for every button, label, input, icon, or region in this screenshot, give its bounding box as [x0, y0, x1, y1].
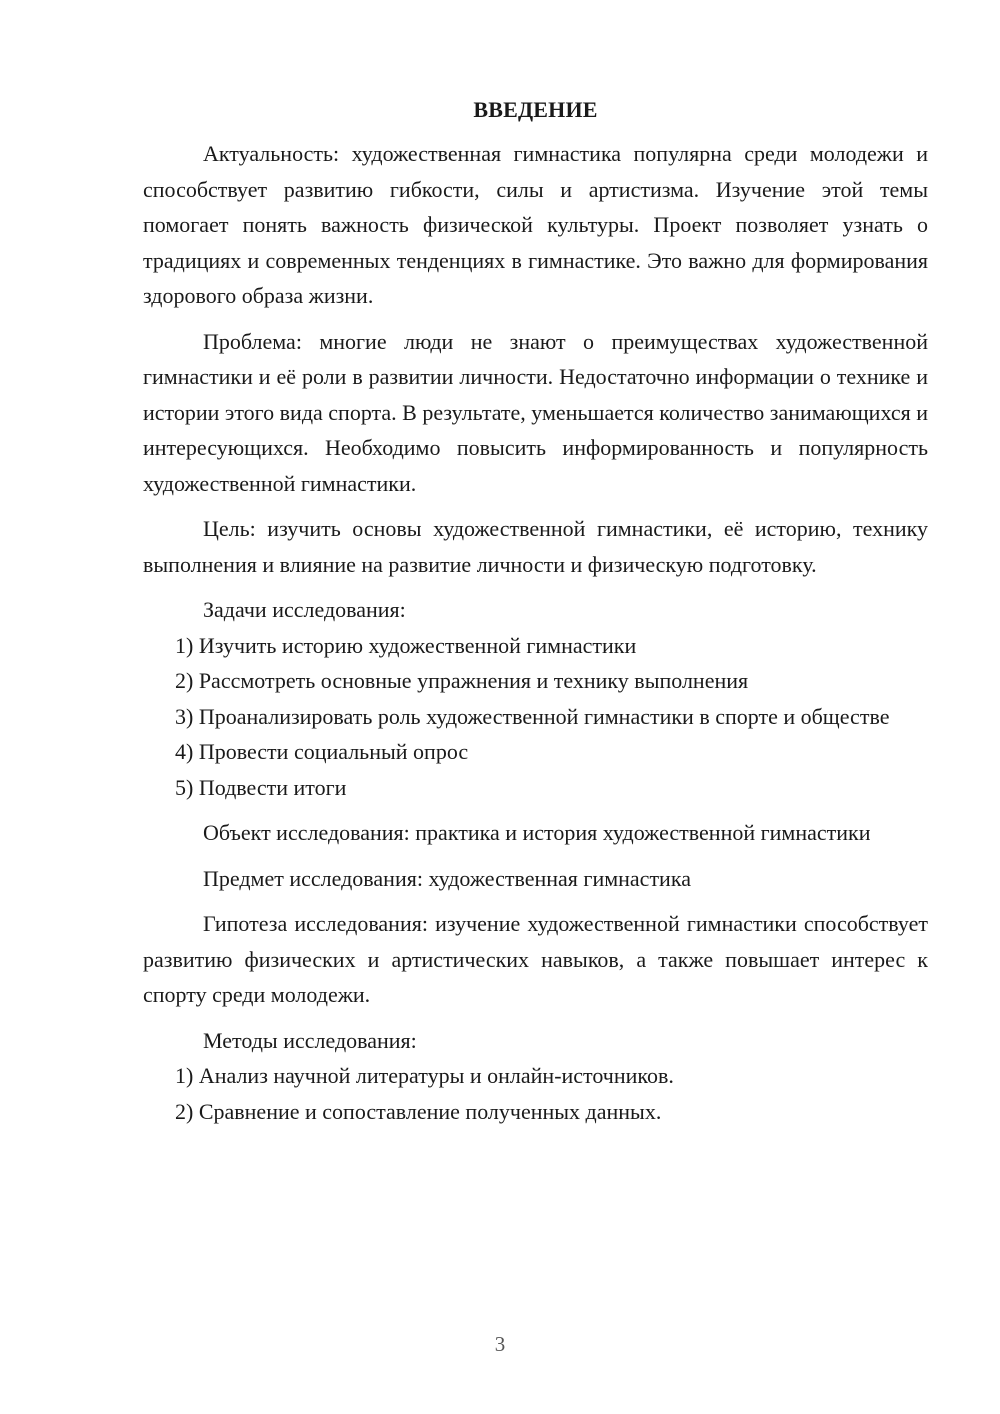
- relevance-paragraph: Актуальность: художественная гимнастика популярна среди молодежи и способствует развитию гибкости, силы и артистизма. Изучение этой темы помогает понять важность физической культуры. Проект позволяет узнать о традициях и современных тенденциях в гимнастике. Это важно для формирования здорового образа жизни.: [143, 141, 928, 308]
- methods-heading: Методы исследования:: [203, 1027, 417, 1053]
- hypothesis-paragraph: Гипотеза исследования: изучение художественной гимнастики способствует развитию физических и артистических навыков, а также повышает интерес к спорту среди молодежи.: [143, 911, 928, 1007]
- task-item-3: 3) Проанализировать роль художественной гимнастики в спорте и обществе: [175, 703, 890, 729]
- goal-paragraph: Цель: изучить основы художественной гимнастики, её историю, технику выполнения и влияние на развитие личности и физическую подготовку.: [143, 516, 928, 577]
- page-number: 3: [494, 1332, 506, 1356]
- object-paragraph: Объект исследования: практика и история художественной гимнастики: [203, 820, 871, 845]
- tasks-heading: Задачи исследования:: [203, 597, 406, 622]
- task-item-2: 2) Рассмотреть основные упражнения и технику выполнения: [175, 668, 749, 693]
- task-item-5: 5) Подвести итоги: [175, 774, 347, 800]
- document-page: [143, 92, 928, 1129]
- problem-paragraph: Проблема: многие люди не знают о преимуществах художественной гимнастики и её роли в развитии личности. Недостаточно информации о технике и истории этого вида спорта. В результате, уменьшается количество занимающихся и интересующихся. Необходимо повысить информированность и популярность художественной гимнастики.: [143, 328, 928, 496]
- task-item-4: 4) Провести социальный опрос: [175, 739, 469, 764]
- subject-paragraph: Предмет исследования: художественная гимнастика: [203, 865, 691, 891]
- method-item-1: 1) Анализ научной литературы и онлайн-источников.: [175, 1063, 674, 1088]
- section-title: ВВЕДЕНИЕ: [473, 97, 598, 122]
- method-item-2: 2) Сравнение и сопоставление полученных данных.: [175, 1098, 662, 1124]
- task-item-1: 1) Изучить историю художественной гимнастики: [175, 632, 637, 658]
